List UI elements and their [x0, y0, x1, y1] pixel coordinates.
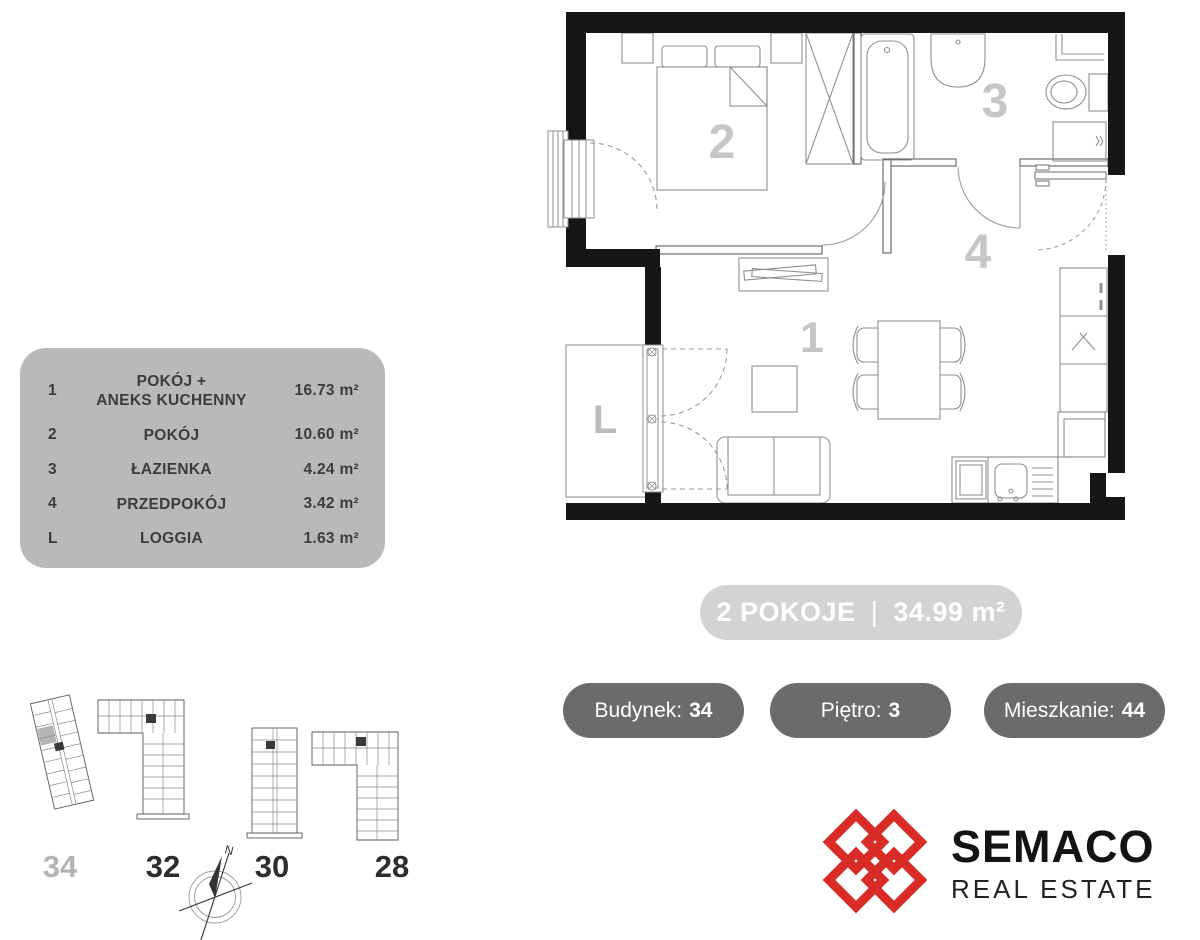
legend-room-area: 16.73 m² — [294, 382, 359, 400]
logo-subtitle: REAL ESTATE — [951, 874, 1156, 904]
legend-row — [42, 460, 363, 479]
legend-row — [42, 426, 363, 445]
furniture — [622, 33, 1108, 503]
sink — [931, 34, 985, 87]
compass-icon — [179, 842, 252, 940]
building-34 — [30, 695, 93, 809]
legend-room-name: LOGGIA — [140, 529, 203, 547]
legend-room-name: PRZEDPOKÓJ — [116, 495, 227, 513]
room-legend-panel — [20, 348, 385, 568]
site-plan — [30, 695, 409, 940]
nightstand-left — [622, 33, 653, 63]
room-label-bathroom: 3 — [981, 75, 1009, 128]
building-number-30: 30 — [254, 849, 290, 884]
balcony-door — [643, 345, 663, 492]
building-number-28: 28 — [374, 849, 410, 884]
apartment-badge-value: 44 — [1121, 698, 1146, 722]
building-badge-value: 34 — [689, 698, 713, 722]
legend-room-area: 1.63 m² — [303, 529, 359, 547]
building-30 — [247, 728, 302, 838]
kitchen-counter — [952, 457, 1058, 503]
legend-room-id: 2 — [48, 426, 57, 444]
rooms-count-label: 2 POKOJE — [716, 597, 856, 627]
room-label-bedroom: 2 — [708, 116, 736, 169]
apartment-summary-badge — [700, 585, 1022, 640]
legend-row — [42, 372, 363, 411]
legend-room-area: 10.60 m² — [294, 426, 359, 444]
floor-badge-label: Piętro: — [820, 698, 882, 722]
washing-machine — [1053, 122, 1106, 161]
legend-room-name: POKÓJ — [143, 426, 200, 444]
building-28 — [312, 732, 398, 840]
toilet — [1046, 74, 1108, 111]
floor-badge-value: 3 — [888, 698, 901, 722]
apartment-badge-label: Mieszkanie: — [1003, 698, 1115, 722]
entrance-door — [1035, 165, 1106, 250]
legend-room-id: 3 — [48, 460, 57, 478]
compass-north-label: N — [223, 842, 236, 859]
doors — [590, 143, 1106, 489]
dining-set — [853, 321, 965, 419]
coffee-table — [752, 366, 797, 412]
bedroom-window — [548, 131, 594, 227]
legend-room-area: 4.24 m² — [303, 460, 359, 478]
nightstand-right — [771, 33, 802, 63]
floor-plan — [548, 12, 1125, 520]
building-32 — [98, 700, 189, 819]
kitchen-cabinets — [1058, 268, 1107, 457]
building-badge-label: Budynek: — [594, 698, 683, 722]
tv-cabinet — [739, 258, 828, 291]
legend-room-id: 1 — [48, 382, 57, 400]
sofa — [717, 437, 830, 503]
bathtub — [861, 34, 914, 160]
legend-row — [42, 495, 363, 514]
room-label-hall: 4 — [964, 226, 992, 279]
wardrobe — [806, 33, 853, 164]
window-swing-arc — [590, 143, 657, 210]
legend-room-name: POKÓJ + ANEKS KUCHENNY — [96, 373, 247, 410]
building-number-34: 34 — [42, 849, 78, 884]
floor-badge — [770, 683, 951, 738]
building-number-32: 32 — [145, 849, 181, 884]
legend-room-id: 4 — [48, 495, 57, 513]
building-badge — [563, 683, 744, 738]
semaco-logo-icon — [829, 815, 921, 907]
room-label-living: 1 — [800, 314, 824, 362]
total-area-label: 34.99 m² — [893, 597, 1006, 627]
badge-separator: | — [870, 595, 879, 627]
apartment-badge — [984, 683, 1165, 738]
logo-company-name: SEMACO — [951, 821, 1155, 872]
legend-room-area: 3.42 m² — [303, 495, 359, 513]
legend-room-id: L — [48, 529, 58, 547]
room-label-loggia: L — [592, 398, 618, 442]
bathroom-door — [958, 166, 1020, 228]
bedroom-door-arc — [822, 182, 885, 245]
legend-room-name: ŁAZIENKA — [131, 461, 212, 479]
bathroom-shelf — [1056, 34, 1104, 60]
semaco-logo-wordmark — [951, 821, 1196, 905]
legend-row — [42, 529, 363, 548]
